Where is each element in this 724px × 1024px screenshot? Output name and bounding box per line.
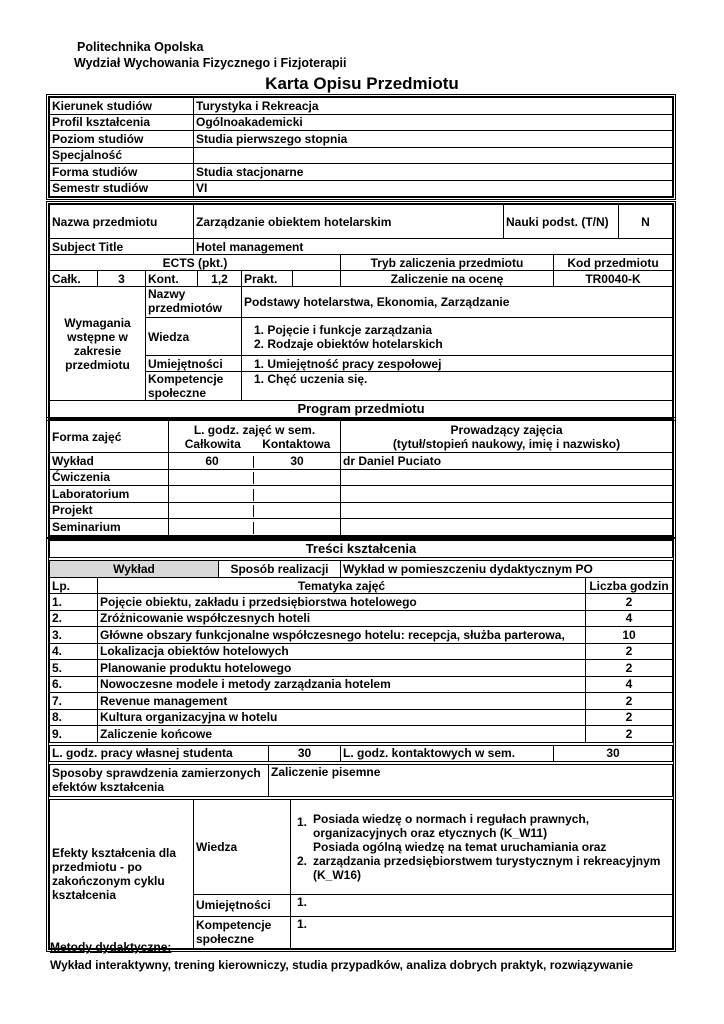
class-hours-contact — [256, 520, 338, 534]
class-row — [50, 502, 673, 519]
topic-row — [50, 643, 673, 660]
class-forms-table — [46, 417, 676, 539]
class-hours — [169, 453, 341, 470]
code-label: Kod przedmiotu — [554, 255, 673, 271]
study-label: Forma studiów — [50, 164, 194, 181]
class-hours — [169, 519, 341, 536]
outcomes-knowledge-label: Wiedza — [194, 799, 291, 894]
hours-label: L. godz. zajęć w sem. — [193, 422, 316, 437]
study-row — [50, 147, 673, 164]
own-work-label: L. godz. pracy własnej studenta — [50, 745, 269, 761]
subject-title: Hotel management — [194, 239, 673, 255]
req-knowledge-item: 2. Rodzaje obiektów hotelarskich — [254, 336, 443, 351]
class-hours-contact: 30 — [290, 453, 304, 468]
topic-hours: 2 — [586, 594, 673, 611]
class-hours-total — [171, 520, 253, 534]
topic-lp: 4. — [50, 643, 98, 660]
ects-label: ECTS (pkt.) — [50, 255, 341, 271]
topic-title: Zróżnicowanie współczesnych hoteli — [98, 610, 586, 627]
topic-title: Lokalizacja obiektów hotelowych — [98, 643, 586, 660]
topic-row — [50, 594, 673, 611]
course-code: TR0040-K — [554, 271, 673, 287]
study-row — [50, 98, 673, 115]
program-title: Program przedmiotu — [50, 401, 673, 418]
topic-lp: 9. — [50, 726, 98, 743]
outcome-knowledge-item: Posiada wiedzę o normach i regułach prawnych, organizacyjnych oraz etycznych (K_W11) — [313, 811, 590, 840]
ects-total-label: Całk. — [50, 271, 98, 287]
class-form: Seminarium — [50, 519, 169, 536]
req-competence-label: Kompetencje społeczne — [146, 372, 242, 401]
class-row — [50, 486, 673, 503]
topic-hours: 2 — [586, 726, 673, 743]
class-row — [50, 469, 673, 486]
outcomes-competence: 1. — [291, 916, 673, 948]
ects-total: 3 — [98, 271, 146, 287]
topic-title: Nowoczesne modele i metody zarządzania hotelem — [98, 676, 586, 693]
hours-contact-label: Kontaktowa — [262, 436, 331, 451]
topic-row — [50, 726, 673, 743]
content-section — [46, 537, 676, 952]
topic-title: Pojęcie obiektu, zakładu i przedsiębiorstwa hotelowego — [98, 594, 586, 611]
outcomes-competence-label: Kompetencje społeczne — [194, 916, 291, 948]
requirements-label: Wymagania wstępne w zakresie przedmiotu — [50, 287, 146, 401]
class-row — [50, 453, 673, 470]
method-value: Wykład w pomieszczeniu dydaktycznym PO — [341, 561, 673, 578]
outcome-knowledge-item: Posiada ogólną wiedzę na temat uruchamiania oraz zarządzania przedsiębiorstwem turystycznym i rekreacyjnym (K_W16) — [313, 839, 661, 882]
assessment-mode: Zaliczenie na ocenę — [341, 271, 554, 287]
verification-label: Sposoby sprawdzenia zamierzonych efektów kształcenia — [50, 764, 269, 796]
subject-title-label: Subject Title — [50, 239, 194, 255]
study-row — [50, 164, 673, 181]
req-competence: 1. Chęć uczenia się. — [242, 372, 673, 401]
method-label: Sposób realizacji — [219, 561, 341, 578]
study-value: Studia pierwszego stopnia — [194, 131, 673, 148]
topic-lp: 6. — [50, 676, 98, 693]
topic-lp: 1. — [50, 594, 98, 611]
class-form: Laboratorium — [50, 486, 169, 503]
study-value: Studia stacjonarne — [194, 164, 673, 181]
ects-practical-label: Prakt. — [242, 271, 293, 287]
class-teacher: dr Daniel Puciato — [341, 453, 673, 470]
topic-lp: 5. — [50, 660, 98, 677]
topic-hours: 4 — [586, 676, 673, 693]
faculty-name: Wydział Wychowania Fizycznego i Fizjoterapii — [74, 56, 347, 70]
topic-hours: 10 — [586, 627, 673, 644]
req-subjects: Podstawy hotelarstwa, Ekonomia, Zarządzanie — [242, 287, 673, 318]
own-work-hours: 30 — [269, 745, 341, 761]
study-value: Turystyka i Rekreacja — [194, 98, 673, 115]
methods-text: Wykład interaktywny, trening kierowniczy, studia przypadków, analiza dobrych praktyk, rozwiązywanie — [50, 958, 634, 972]
hours-total-label: Całkowita — [184, 436, 241, 451]
class-form: Ćwiczenia — [50, 469, 169, 486]
class-form: Wykład — [50, 453, 169, 470]
class-hours-contact — [256, 470, 338, 484]
outcomes-skills-label: Umiejętności — [194, 894, 291, 916]
class-hours-total — [171, 470, 253, 484]
class-hours-contact — [256, 487, 338, 501]
topic-header: Tematyka zajęć — [98, 578, 586, 594]
topic-lp: 8. — [50, 709, 98, 726]
outcomes-skills: 1. — [291, 894, 673, 916]
topic-title: Revenue management — [98, 693, 586, 710]
study-value: VI — [194, 180, 673, 197]
contact-hours: 30 — [554, 745, 673, 761]
teacher-sublabel: (tytuł/stopień naukowy, imię i nazwisko) — [392, 436, 621, 451]
topic-title: Kultura organizacyjna w hotelu — [98, 709, 586, 726]
ects-contact-label: Kont. — [146, 271, 198, 287]
class-row — [50, 519, 673, 536]
class-hours-contact — [256, 503, 338, 517]
class-hours — [169, 502, 341, 519]
hours-header: Liczba godzin — [586, 578, 673, 594]
topic-row — [50, 627, 673, 644]
study-label: Profil kształcenia — [50, 114, 194, 131]
topic-hours: 2 — [586, 643, 673, 660]
basic-sciences-label: Nauki podst. (T/N) — [504, 205, 619, 239]
topic-lp: 2. — [50, 610, 98, 627]
course-name: Zarządzanie obiektem hotelarskim — [194, 205, 504, 239]
req-subjects-label: Nazwy przedmiotów — [146, 287, 242, 318]
class-hours-total: 60 — [205, 453, 219, 468]
course-info-section — [46, 201, 676, 421]
contact-hours-label: L. godz. kontaktowych w sem. — [341, 745, 554, 761]
topic-hours: 2 — [586, 660, 673, 677]
topic-title: Planowanie produktu hotelowego — [98, 660, 586, 677]
class-form: Projekt — [50, 502, 169, 519]
req-skills-label: Umiejętności — [146, 356, 242, 372]
topic-lp: 3. — [50, 627, 98, 644]
topic-hours: 2 — [586, 693, 673, 710]
lp-header: Lp. — [50, 578, 98, 594]
class-hours-total — [171, 503, 253, 517]
university-name: Politechnika Opolska — [77, 40, 204, 54]
content-type: Wykład — [50, 561, 219, 578]
class-hours — [169, 486, 341, 503]
outcomes-label: Efekty kształcenia dla przedmiotu - po zakończonym cyklu kształcenia — [50, 799, 194, 948]
req-knowledge-item: 1. Pojęcie i funkcje zarządzania — [254, 322, 433, 337]
topic-row — [50, 610, 673, 627]
ects-contact: 1,2 — [198, 271, 242, 287]
outcome-number: 2. — [297, 853, 308, 868]
form-label: Forma zajęć — [50, 421, 169, 453]
verification-value: Zaliczenie pisemne — [269, 764, 673, 796]
outcome-number: 1. — [297, 814, 308, 829]
topic-title: Zaliczenie końcowe — [98, 726, 586, 743]
study-value: Ogólnoakademicki — [194, 114, 673, 131]
topic-lp: 7. — [50, 693, 98, 710]
req-knowledge-label: Wiedza — [146, 318, 242, 356]
study-label: Specjalność — [50, 147, 194, 164]
study-info-table — [46, 94, 676, 200]
topic-row — [50, 660, 673, 677]
class-hours — [169, 469, 341, 486]
page-title: Karta Opisu Przedmiotu — [265, 74, 459, 93]
req-skills: 1. Umiejętność pracy zespołowej — [242, 356, 673, 372]
topic-title: Główne obszary funkcjonalne współczesnego hotelu: recepcja, służba parterowa, — [98, 627, 586, 644]
mode-label: Tryb zaliczenia przedmiotu — [341, 255, 554, 271]
topic-row — [50, 709, 673, 726]
course-name-label: Nazwa przedmiotu — [50, 205, 194, 239]
class-teacher — [341, 469, 673, 486]
topic-hours: 2 — [586, 709, 673, 726]
class-teacher — [341, 486, 673, 503]
study-value — [194, 147, 673, 164]
class-hours-total — [171, 487, 253, 501]
topic-row — [50, 676, 673, 693]
study-label: Semestr studiów — [50, 180, 194, 197]
study-label: Poziom studiów — [50, 131, 194, 148]
basic-sciences-value: N — [619, 205, 673, 239]
study-row — [50, 180, 673, 197]
study-row — [50, 114, 673, 131]
teacher-label: Prowadzący zajęcia — [450, 422, 563, 437]
ects-practical — [293, 271, 341, 287]
topic-hours: 4 — [586, 610, 673, 627]
study-row — [50, 131, 673, 148]
class-teacher — [341, 502, 673, 519]
class-teacher — [341, 519, 673, 536]
methods-label: Metody dydaktyczne: — [50, 940, 172, 954]
content-title: Treści kształcenia — [50, 541, 673, 558]
study-label: Kierunek studiów — [50, 98, 194, 115]
topic-row — [50, 693, 673, 710]
